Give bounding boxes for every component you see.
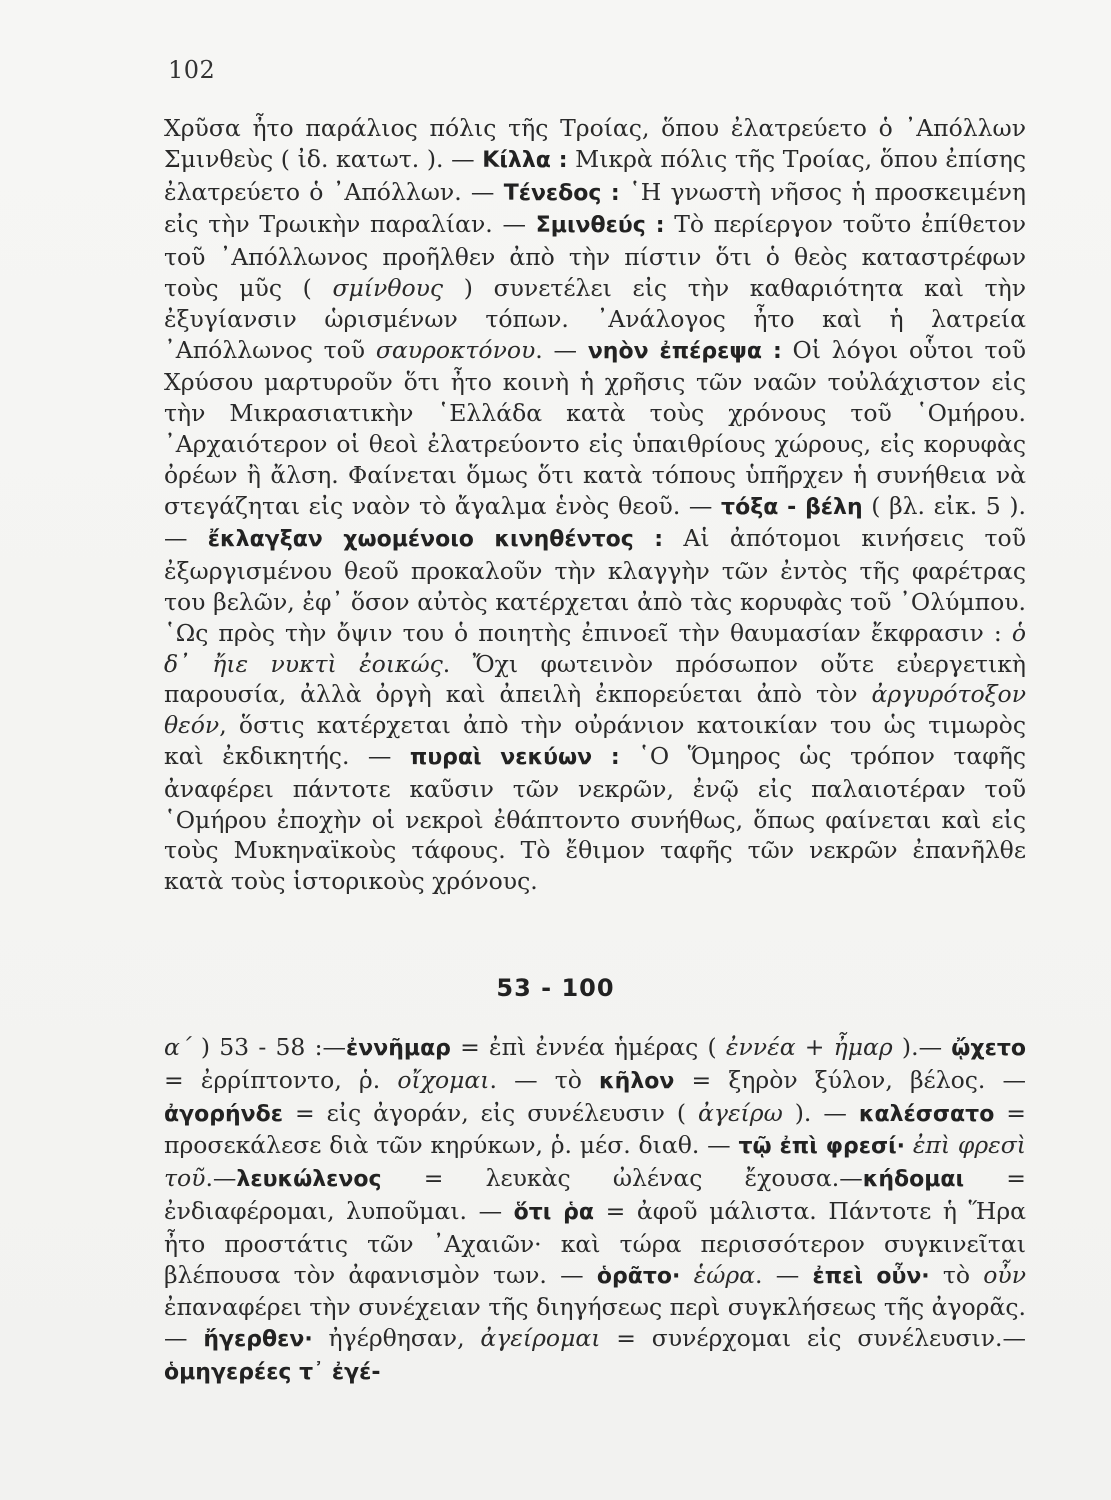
text-run: = ξηρὸν ξύλον, βέλος. — <box>674 1065 1027 1094</box>
lemma-term: κῆλον <box>599 1068 675 1094</box>
text-run: . — <box>755 1260 813 1289</box>
text-run: = ἐρρίπτοντο, ῥ. <box>164 1065 398 1094</box>
text-run: ) συνετέλει εἰς τὴν καθαριότητα καὶ τὴν ἐξυγίανσιν ὡρισμένων τόπων. ᾿Ανάλογος ἦτο καὶ ἡ λατρεία ᾿Απόλλωνος τοῦ <box>164 273 1026 364</box>
text-run <box>680 1261 693 1289</box>
lemma-term: ἤγερθεν· <box>203 1327 313 1353</box>
text-run <box>905 1131 913 1159</box>
lemma-term: ᾤχετο <box>951 1036 1026 1061</box>
text-run: Οἱ λόγοι οὗτοι τοῦ Χρύσου μαρτυροῦν ὅτι ἦτο κοινὴ ἡ χρῆσις τῶν ναῶν τοὐλάχιστον εἰς τὴν Μικρασιατικὴν ῾Ελλάδα κατὰ τοὺς χρόνους τοῦ ῾Ομήρου. ᾿Αρχαιότερον οἱ θεοὶ ἐλατρεύοντο εἰς ὑπαιθρίους χώρους, εἰς κορυφὰς ὀρέων ἢ ἄλση. Φαίνεται ὅμως ὅτι κατὰ τόπους ὑπῆρχεν ἡ συνήθεια νὰ στεγάζηται εἰς ναὸν τὸ ἄγαλμα ἑνὸς θεοῦ. — <box>164 335 1026 520</box>
lemma-term: ἐννῆμαρ <box>346 1036 451 1061</box>
text-run: ἠγέρθησαν, <box>312 1324 481 1353</box>
text-run: ). — <box>782 1098 859 1127</box>
lemma-term: ὁρᾶτο· <box>596 1263 681 1289</box>
text-run: = ἐνδιαφέρομαι, λυποῦμαι. — <box>164 1164 1026 1225</box>
commentary-paragraph-1 <box>164 113 1026 897</box>
lemma-term: τῷ ἐπὶ φρεσί· <box>738 1134 906 1160</box>
lemma-term: ἐπεὶ οὖν· <box>812 1263 930 1289</box>
lemma-term: ἀγορήνδε <box>164 1101 283 1127</box>
text-run: = λευκὰς ὠλένας ἔχουσα.— <box>381 1164 863 1193</box>
lemma-term: νηὸν ἐπέρεψα : <box>587 338 782 364</box>
text-run: ) 53 - 58 :— <box>191 1033 346 1061</box>
lemma-term: ὅτι ῥα <box>513 1199 594 1225</box>
page-number: 102 <box>168 56 216 84</box>
lemma-term: κήδομαι <box>862 1167 965 1193</box>
text-run: = προσεκάλεσε διὰ τῶν κηρύκων, ῥ. μέσ. διαθ. — <box>164 1098 1026 1160</box>
text-run: Χρῦσα ἦτο παράλιος πόλις τῆς Τροίας, ὅπου ἐλατρεύετο ὁ ᾿Απόλλων Σμινθεὺς ( ἰδ. κατωτ. ). — <box>164 114 1026 173</box>
italic-text: ἀγείρω <box>698 1098 783 1127</box>
text-run: ἐπαναφέρει τὴν συνέχειαν τῆς διηγήσεως περὶ συγκλήσεως τῆς ἀγορᾶς. — <box>164 1293 1026 1353</box>
paragraph-text <box>164 1032 1026 1389</box>
lemma-term: Σμινθεύς : <box>535 213 665 239</box>
italic-text: ἀργυρότοξον θεόν <box>164 680 1026 740</box>
lemma-term: λευκώλενος <box>236 1167 382 1193</box>
italic-text: ἐννέα + ἦμαρ <box>725 1033 893 1061</box>
italic-text: σαυροκτόνου <box>375 335 536 364</box>
text-run: ῾Η γνωστὴ νῆσος ἡ προσκειμένη εἰς τὴν Τρωικὴν παραλίαν. — <box>164 177 1026 239</box>
lemma-term: πυραὶ νεκύων : <box>409 744 620 770</box>
text-run: . — <box>535 335 588 364</box>
italic-text: οὖν <box>983 1260 1026 1289</box>
section-heading: 53 - 100 <box>496 974 615 1002</box>
text-run: = ἐπὶ ἐννέα ἡμέρας ( <box>450 1033 726 1061</box>
lemma-term: τόξα - βέλη <box>721 494 863 520</box>
lemma-term: Τένεδος : <box>503 180 620 206</box>
italic-text: ἑώρα <box>693 1260 756 1289</box>
text-run: . Ὄχι φωτεινὸν πρόσωπον οὔτε εὐεργετικὴ παρουσία, ἀλλὰ ὀργὴ καὶ ἀπειλὴ ἐκπορεύεται ἀπὸ τὸν <box>164 649 1026 709</box>
text-run: = εἰς ἀγοράν, εἰς συνέλευσιν ( <box>282 1098 699 1127</box>
italic-text: ἀγείρομαι <box>480 1324 601 1353</box>
text-run: Τὸ περίεργον τοῦτο ἐπίθετον τοῦ ᾿Απόλλωνος προῆλθεν ἀπὸ τὴν πίστιν ὅτι ὁ θεὸς καταστρέφων τοὺς μῦς ( <box>164 210 1027 302</box>
lemma-term: καλέσσατο <box>858 1101 995 1127</box>
text-run: = ἀφοῦ μάλιστα. Πάντοτε ἡ Ἥρα ἦτο προστάτις τῶν ᾿Αχαιῶν· καὶ τώρα περισσότερον συγκινεῖται βλέπουσα τὸν ἀφανισμὸν των. — <box>164 1196 1027 1289</box>
italic-text: α´ <box>164 1033 192 1061</box>
commentary-paragraph-2 <box>164 1032 1026 1389</box>
italic-text: σμίνθους <box>332 273 444 302</box>
text-run: . — τὸ <box>489 1065 600 1094</box>
text-run: ῾Ο Ὅμηρος ὡς τρόπον ταφῆς ἀναφέρει πάντοτε καῦσιν τῶν νεκρῶν, ἐνῷ εἰς παλαιοτέραν τοῦ ῾Ομήρου ἐποχὴν οἱ νεκροὶ ἐθάπτοντο συνήθως, ὅπως φαίνεται καὶ εἰς τοὺς Μυκηναϊκοὺς τάφους. Τὸ ἔθιμον ταφῆς τῶν νεκρῶν ἐπανῆλθε κατὰ τοὺς ἱστορικοὺς χρόνους. <box>164 741 1026 896</box>
text-run: = συνέρχομαι εἰς συνέλευσιν.— <box>600 1324 1026 1353</box>
italic-text: οἴχομαι <box>397 1065 490 1094</box>
lemma-term: ὁμηγερέες τ᾿ ἐγέ- <box>164 1359 381 1385</box>
text-run: Αἱ ἀπότομοι κινήσεις τοῦ ἐξωργισμένου θεοῦ προκαλοῦν τὴν κλαγγὴν τῶν ἐντὸς τῆς φαρέτρας του βελῶν, ἐφ᾿ ὅσον αὐτὸς κατέρχεται ἀπὸ τὰς κορυφὰς τοῦ ᾿Ολύμπου. ῾Ως πρὸς τὴν ὄψιν του ὁ ποιητὴς ἐπινοεῖ τὴν θαυμασίαν ἔκφρασιν : <box>164 524 1026 647</box>
text-run: ( βλ. εἰκ. 5 ). — <box>164 491 1027 553</box>
text-run: Μικρὰ πόλις τῆς Τροίας, ὅπου ἐπίσης ἐλατρεύετο ὁ ᾿Απόλλων. — <box>164 144 1026 206</box>
text-run: .— <box>205 1164 237 1193</box>
text-run: ).— <box>892 1033 952 1061</box>
text-run: τὸ <box>929 1260 984 1289</box>
lemma-term: ἔκλαγξαν χωομένοιο κινηθέντος : <box>207 527 664 553</box>
lemma-term: Κίλλα : <box>482 147 568 173</box>
text-run: , ὅστις κατέρχεται ἀπὸ τὴν οὐράνιον κατοικίαν του ὡς τιμωρὸς καὶ ἐκδικητής. — <box>164 711 1026 770</box>
italic-text: ἐπὶ φρεσὶ τοῦ <box>164 1131 1026 1193</box>
paragraph-text <box>164 113 1026 897</box>
italic-text: ὁ δ᾿ ἤιε νυκτὶ ἐοικώς <box>164 618 1026 678</box>
